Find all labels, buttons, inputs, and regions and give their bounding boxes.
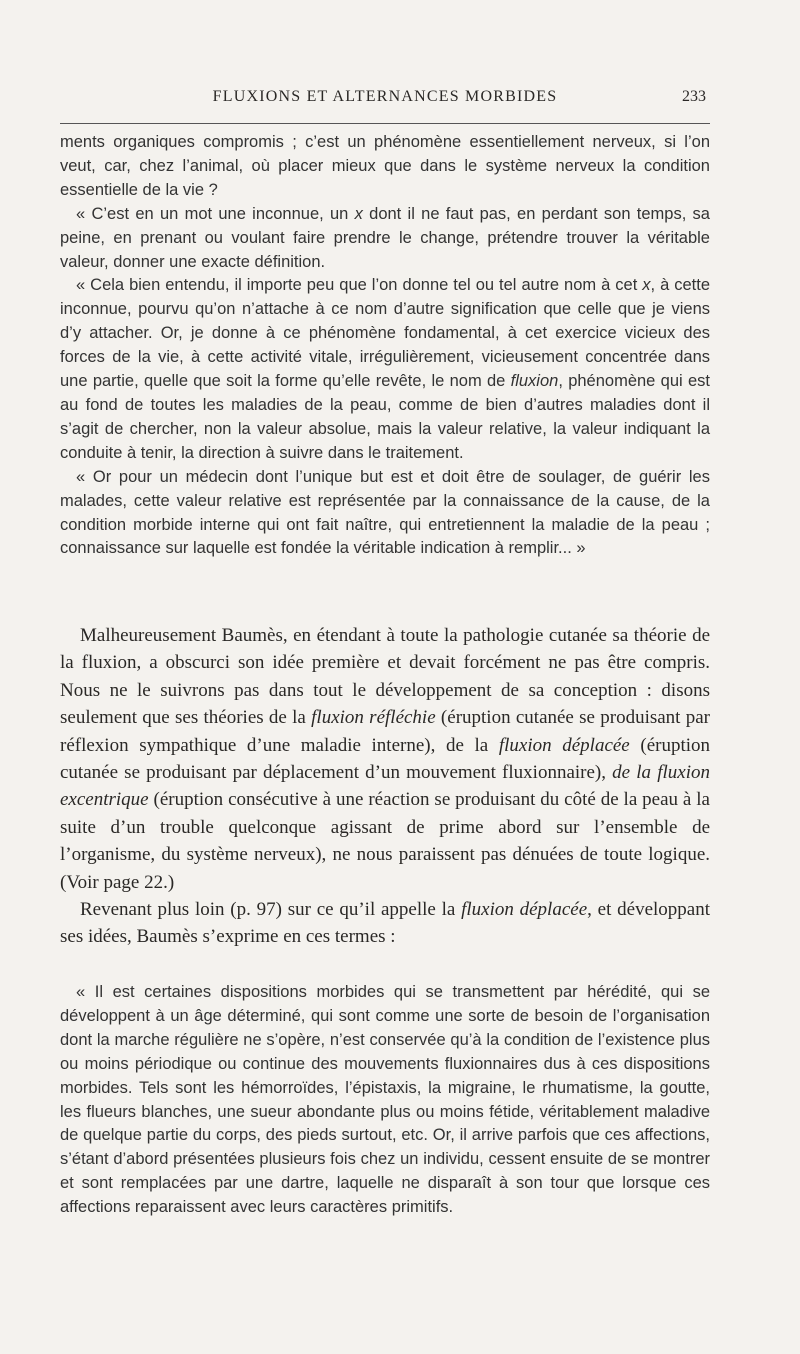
body-paragraph	[60, 896, 710, 951]
text-run: Revenant plus loin (p. 97) sur ce qu’il appelle la	[80, 899, 462, 921]
running-title: FLUXIONS ET ALTERNANCES MORBIDES	[212, 88, 558, 105]
text-run: , à cette inconnue, pourvu qu’on n’attache à ce nom d’autre signification que celle que je viens d’y attacher. Or, je donne à ce phénomène fondamental, à cet exercice vicieux des forces de la vie, à cette activité vitale, irrégulièrement, vicieusement concentrée dans une partie, quelle que soit la forme qu’elle revête, le nom de	[60, 276, 711, 391]
text-run: , et développant ses idées, Baumès s’exprime en ces termes :	[60, 899, 710, 948]
italic-variable: x	[642, 276, 651, 295]
quotation-block-2	[60, 981, 710, 1220]
italic-term: fluxion déplacée	[498, 734, 630, 756]
quote-paragraph	[60, 274, 710, 465]
page-header	[60, 84, 710, 114]
text-run: (éruption cutanée se produisant par déplacement d’un mouvement fluxionnaire),	[60, 734, 711, 784]
main-text-block	[60, 622, 710, 951]
text-run: , phénomène qui est au fond de toutes les maladies de la peau, comme de bien d’autres maladies dont il s’agit de chercher, non la valeur absolue, mais la valeur relative, la valeur indiquant la conduite à tenir, la direction à suivre dans le traitement.	[60, 372, 710, 462]
quotation-block-1	[60, 131, 710, 561]
quote-paragraph: « Il est certaines dispositions morbides qui se transmettent par hérédité, qui se développent à un âge déterminé, qui sont comme une sorte de besoin de l’organisation dont la marche régulière ne s’opère, n’est conservée qu’à la condition de l’existence plus ou moins périodique ou continue des mouvements fluxionnaires dus à ces dispositions morbides. Tels sont les hémorroïdes, l’épistaxis, la migraine, le rhumatisme, la goutte, les flueurs blanches, une sueur abondante plus ou moins fétide, véritablement maladive de quelque partie du corps, des pieds surtout, etc. Or, il arrive parfois que ces affections, s’étant d’abord présentées plusieurs fois chez un individu, cessent ensuite de se montrer et sont remplacées par une dartre, laquelle ne disparaît à son tour que lorsque ces affections reparaissent avec leurs caractères primitifs.	[60, 983, 710, 1217]
quote-paragraph: « Or pour un médecin dont l’unique but est et doit être de soulager, de guérir les malades, cette valeur relative est représentée par la connaissance de la cause, de la condition morbide interne qui ont fait naître, qui entretiennent la maladie de la peau ; connaissance sur laquelle est fondée la véritable indication à remplir... »	[60, 467, 710, 558]
body-paragraph	[60, 622, 710, 896]
italic-term: fluxion déplacée	[461, 899, 588, 921]
header-rule	[60, 123, 710, 124]
italic-term: fluxion	[510, 372, 559, 391]
quote-paragraph	[60, 203, 710, 275]
quote-paragraph: ments organiques compromis ; c’est un phénomène essentiellement nerveux, si l’on veut, car, chez l’animal, où placer mieux que dans le système nerveux la condition essentielle de la vie ?	[60, 133, 710, 199]
text-run: (éruption consécutive à une réaction se produisant du côté de la peau à la suite d’un trouble quelconque agissant de prime abord sur l’ensemble de l’organisme, du système nerveux), ne nous paraissent pas dénuées de toute logique. (Voir page 22.)	[60, 789, 710, 893]
italic-term: fluxion réfléchie	[311, 707, 436, 729]
text-run: Malheureusement Baumès, en étendant à toute la pathologie cutanée sa théorie de la fluxion, a obscurci son idée première et devait forcément ne pas être compris. Nous ne le suivrons pas dans tout le développement de sa conception : disons seulement que ses théories de la	[60, 625, 710, 729]
text-run: dont il ne faut pas, en perdant son temps, sa peine, en prenant ou voulant faire prendre le change, prétendre trouver la véritable valeur, donner une exacte définition.	[60, 204, 710, 271]
page-number: 233	[682, 88, 706, 105]
text-run: « Cela bien entendu, il importe peu que l’on donne tel ou tel autre nom à cet	[76, 276, 643, 295]
text-run: (éruption cutanée se produisant par réflexion sympathique d’une maladie interne), de la	[60, 707, 710, 756]
italic-variable: x	[354, 204, 363, 223]
text-run: « C’est en un mot une inconnue, un	[76, 204, 355, 223]
italic-term: de la fluxion excentrique	[60, 762, 711, 811]
